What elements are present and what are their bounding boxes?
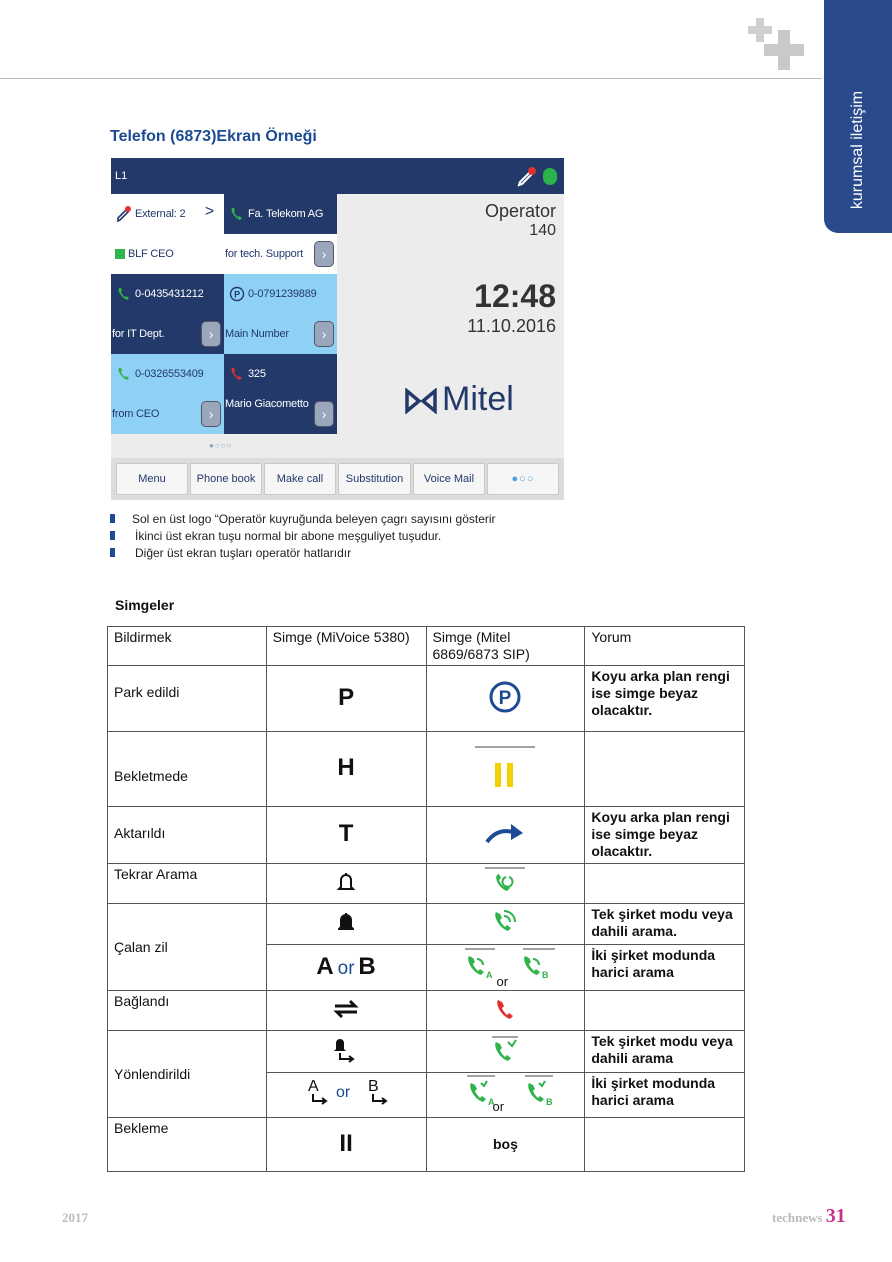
key-0326[interactable]: 0-0326553409 xyxy=(111,354,224,394)
svg-text:P: P xyxy=(499,687,512,709)
page-number: 31 xyxy=(825,1205,846,1227)
svg-text:P: P xyxy=(234,289,240,300)
softkey-bar xyxy=(111,458,564,500)
softkey-phonebook[interactable]: Phone book xyxy=(190,463,262,495)
arrow-button[interactable]: › xyxy=(314,241,334,267)
col-header: Simge (Mitel 6869/6873 SIP) xyxy=(426,627,585,666)
table-row: Aktarıldı T Koyu arka plan rengi ise simge beyaz olacaktır. xyxy=(108,807,745,864)
key-mario[interactable]: Mario Giacometto › xyxy=(224,394,337,434)
symbols-table xyxy=(107,626,745,1172)
clock: 12:48 xyxy=(474,278,556,314)
key-0435[interactable]: 0-0435431212 xyxy=(111,274,224,314)
date: 11.10.2016 xyxy=(467,316,556,336)
table-row: Park edildi P P Koyu arka plan rengi ise simge beyaz olacaktır. xyxy=(108,666,745,732)
pen-badge-icon xyxy=(116,206,132,222)
hold-icon xyxy=(475,741,535,793)
bell-forward-icon xyxy=(334,1035,358,1065)
transfer-arrow-icon xyxy=(483,820,527,846)
key-it-dept[interactable]: for IT Dept. › xyxy=(111,314,224,354)
table-row: Tekrar Arama xyxy=(108,864,745,904)
softkey-substitution[interactable]: Substitution xyxy=(338,463,411,495)
side-tab-label: kurumsal iletişim xyxy=(849,90,866,210)
table-row: Bekleme II boş xyxy=(108,1118,745,1172)
operator-number: 140 xyxy=(529,222,556,239)
line-label: L1 xyxy=(115,170,128,182)
status-led xyxy=(543,168,557,185)
table-row: Bekletmede H xyxy=(108,732,745,807)
side-tab xyxy=(824,0,892,233)
key-external[interactable]: External: 2 > xyxy=(111,194,224,234)
table-row: Bağlandı xyxy=(108,991,745,1031)
pen-icon xyxy=(516,166,538,188)
arrow-button[interactable]: › xyxy=(201,401,221,427)
table-row: A or B A B or İki şirket modunda harici arama xyxy=(108,1073,745,1118)
forward-ab-icons xyxy=(286,1077,406,1109)
bell-filled-icon xyxy=(338,911,354,933)
ringing-phone-icon xyxy=(490,908,520,936)
phone-green-icon xyxy=(229,206,245,222)
park-circle-icon xyxy=(488,680,522,714)
table-row: Yönlendirildi Tek şirket modu veya dahili arama xyxy=(108,1031,745,1073)
footer-year: 2017 xyxy=(62,1210,88,1225)
bell-outline-icon xyxy=(337,871,355,893)
table-row: Çalan zil Tek şirket modu veya dahili arama. xyxy=(108,904,745,945)
mitel-mark-icon xyxy=(404,388,438,414)
fwd-b-label: B xyxy=(368,1078,379,1095)
phone-screen: L1 External: 2 > Fa. Telekom AG BLF CEO for tech. Support › 0-0435431212 P 0-0791239889 for IT Dept. › Main Number › 0-0326553409 325 from CEO › Mario Giacometto › ●○○○ Operator 140 12:48 11.10.2016 Mitel Menu Phone book Make call Substitution Voice Mail ●○○ xyxy=(111,158,564,500)
section-title: Telefon (6873)Ekran Örneği xyxy=(110,128,317,145)
softkey-voicemail[interactable]: Voice Mail xyxy=(413,463,485,495)
park-icon xyxy=(229,286,245,302)
table-row: A or B A B or İki şirket modunda harici arama xyxy=(108,945,745,991)
key-325[interactable]: 325 xyxy=(224,354,337,394)
key-blf-ceo[interactable]: BLF CEO xyxy=(111,234,224,274)
softkey-menu[interactable]: Menu xyxy=(116,463,188,495)
operator-label: Operator xyxy=(484,201,556,221)
phone-green-icon xyxy=(116,366,132,382)
arrow-button[interactable]: › xyxy=(314,401,334,427)
phone-status-bar xyxy=(111,158,564,194)
col-header: Bildirmek xyxy=(108,627,267,666)
svg-text:B: B xyxy=(546,1097,553,1107)
plus-logo-icon xyxy=(748,18,814,74)
key-telekom[interactable]: Fa. Telekom AG xyxy=(224,194,337,234)
key-0791[interactable]: P 0-0791239889 xyxy=(224,274,337,314)
key-from-ceo[interactable]: from CEO › xyxy=(111,394,224,434)
arrow-button[interactable]: › xyxy=(201,321,221,347)
blf-square-icon xyxy=(115,249,125,259)
table-header-row xyxy=(108,627,745,666)
recall-phone-icon xyxy=(485,867,525,897)
arrow-button[interactable]: › xyxy=(314,321,334,347)
svg-text:B: B xyxy=(542,969,549,980)
softkey-make-call[interactable]: Make call xyxy=(264,463,336,495)
connected-phone-icon xyxy=(490,996,520,1022)
fwd-or-label: or xyxy=(336,1084,351,1101)
fwd-a-label: A xyxy=(308,1078,319,1095)
forwarded-phone-icon xyxy=(490,1036,520,1064)
svg-text:A: A xyxy=(488,1097,495,1107)
page-indicator: ●○○○ xyxy=(209,441,233,450)
phone-red-icon xyxy=(229,366,245,382)
header-rule xyxy=(0,78,822,79)
chevron-right-icon: > xyxy=(204,203,214,220)
symbols-heading: Simgeler xyxy=(115,597,175,613)
forwarded-ab-phone-icons xyxy=(445,1075,565,1111)
phone-green-icon xyxy=(116,286,132,302)
svg-text:A: A xyxy=(486,969,493,980)
key-main-number[interactable]: Main Number › xyxy=(224,314,337,354)
col-header: Simge (MiVoice 5380) xyxy=(266,627,426,666)
footer-brand: technews 31 xyxy=(772,1205,846,1227)
key-tech-support[interactable]: for tech. Support › xyxy=(224,234,337,274)
col-header: Yorum xyxy=(585,627,745,666)
softkey-more[interactable]: ●○○ xyxy=(487,463,559,495)
connected-arrows-icon xyxy=(333,998,359,1020)
